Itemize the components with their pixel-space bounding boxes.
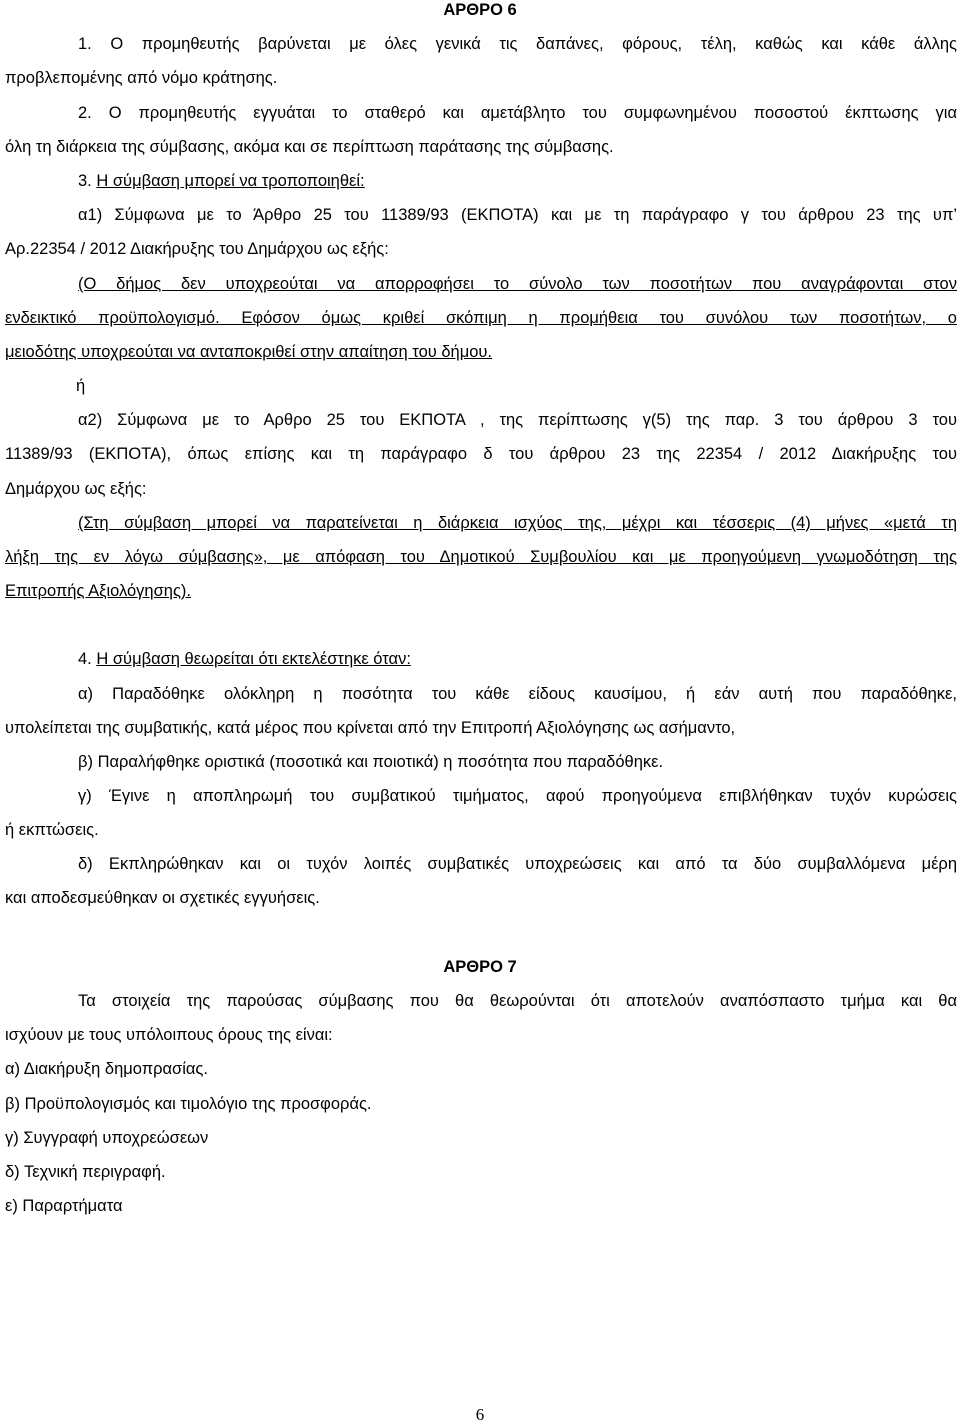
case-a1-quote-line-1: (Ο δήμος δεν υποχρεούται να απορροφήσει το σύνολο των ποσοτήτων που αναγράφονται στον bbox=[78, 275, 957, 293]
case-a2-line-3: Δημάρχου ως εξής: bbox=[5, 480, 147, 498]
list-item: α) Διακήρυξη δημοπρασίας. bbox=[5, 1060, 208, 1078]
case-a2-line-1: α2) Σύμφωνα με το Αρθρο 25 του ΕΚΠΟΤΑ , της περίπτωσης γ(5) της παρ. 3 του άρθρου 3 του bbox=[78, 411, 957, 429]
case-a1-quote-line-2b: Εφόσον όμως κριθεί σκόπιμη η προμήθεια του συνόλου των ποσοτήτων, ο bbox=[219, 309, 957, 327]
paragraph-2-line-1: 2. Ο προμηθευτής εγγυάται το σταθερό και αμετάβλητο του συμφωνημένου ποσοστού έκπτωσης για bbox=[78, 104, 957, 122]
paragraph-4a-line-2: υπολείπεται της συμβατικής, κατά μέρος που κρίνεται από την Επιτροπή Αξιολόγησης ως ασήμαντο, bbox=[5, 719, 736, 737]
article-6-heading: ΑΡΘΡΟ 6 bbox=[443, 1, 517, 19]
paragraph-3-heading bbox=[78, 171, 957, 191]
paragraph-1-line-1: 1. Ο προμηθευτής βαρύνεται με όλες γενικά τις δαπάνες, φόρους, τέλη, καθώς και κάθε άλλης bbox=[78, 35, 957, 53]
paragraph-4-title: Η σύμβαση θεωρείται ότι εκτελέστηκε όταν: bbox=[96, 650, 411, 668]
page-number: 6 bbox=[475, 1405, 485, 1424]
case-a2-quote-line-2: λήξη της εν λόγω σύμβασης», με απόφαση του Δημοτικού Συμβουλίου και με προηγούμενη γνωμοδότηση της bbox=[5, 548, 957, 566]
article-7-intro-line-1: Τα στοιχεία της παρούσας σύμβασης που θα θεωρούνται ότι αποτελούν αναπόσπαστο τμήμα και θα bbox=[78, 992, 957, 1010]
list-item: δ) Τεχνική περιγραφή. bbox=[5, 1163, 166, 1181]
paragraph-4c-line-2: ή εκπτώσεις. bbox=[5, 821, 99, 839]
paragraph-3-number: 3. bbox=[78, 172, 97, 190]
case-a1-line-2: Αρ.22354 / 2012 Διακήρυξης του Δημάρχου ως εξής: bbox=[5, 240, 389, 258]
paragraph-4d-line-1: δ) Εκπληρώθηκαν και οι τυχόν λοιπές συμβατικές υποχρεώσεις και από τα δύο συμβαλλόμενα μέρη bbox=[78, 855, 957, 873]
paragraph-1-line-2: προβλεπομένης από νόμο κράτησης. bbox=[5, 69, 278, 87]
paragraph-3-title: Η σύμβαση μπορεί να τροποποιηθεί: bbox=[96, 172, 365, 190]
paragraph-4-heading bbox=[78, 649, 957, 669]
list-item: γ) Συγγραφή υποχρεώσεων bbox=[5, 1129, 209, 1147]
case-a2-quote-line-3: Επιτροπής Αξιολόγησης). bbox=[5, 582, 192, 600]
article-7-intro-line-2: ισχύουν με τους υπόλοιπους όρους της είναι: bbox=[5, 1026, 333, 1044]
or-separator: ή bbox=[76, 377, 86, 395]
paragraph-4-number: 4. bbox=[78, 650, 97, 668]
paragraph-4b: β) Παραλήφθηκε οριστικά (ποσοτικά και ποιοτικά) η ποσότητα που παραδόθηκε. bbox=[78, 753, 664, 771]
case-a2-quote-line-1: (Στη σύμβαση μπορεί να παρατείνεται η διάρκεια ισχύος της, μέχρι και τέσσερις (4) μήνες «μετά τη bbox=[78, 514, 957, 532]
paragraph-4d-line-2: και αποδεσμεύθηκαν οι σχετικές εγγυήσεις. bbox=[5, 889, 320, 907]
list-item: ε) Παραρτήματα bbox=[5, 1197, 123, 1215]
case-a1-quote-line-2 bbox=[5, 308, 957, 328]
article-7-heading: ΑΡΘΡΟ 7 bbox=[443, 958, 517, 976]
case-a1-quote-line-2a: ενδεικτικό προϋπολογισμό. bbox=[5, 309, 220, 327]
paragraph-2-line-2: όλη τη διάρκεια της σύμβασης, ακόμα και σε περίπτωση παράτασης της σύμβασης. bbox=[5, 138, 614, 156]
paragraph-4c-line-1: γ) Έγινε η αποπληρωμή του συμβατικού τιμήματος, αφού προηγούμενα επιβλήθηκαν τυχόν κυρώσεις bbox=[78, 787, 957, 805]
list-item: β) Προϋπολογισμός και τιμολόγιο της προσφοράς. bbox=[5, 1095, 372, 1113]
case-a2-line-2: 11389/93 (ΕΚΠΟΤΑ), όπως επίσης και τη παράγραφο δ του άρθρου 23 της 22354 / 2012 Διακήρυξης του bbox=[5, 445, 957, 463]
case-a1-quote-line-3: μειοδότης υποχρεούται να ανταποκριθεί στην απαίτηση του δήμου. bbox=[5, 343, 493, 361]
case-a1-line-1: α1) Σύμφωνα με το Άρθρο 25 του 11389/93 (ΕΚΠΟΤΑ) και με τη παράγραφο γ του άρθρου 23 της υπ’ bbox=[78, 206, 957, 224]
paragraph-4a-line-1: α) Παραδόθηκε ολόκληρη η ποσότητα του κάθε είδους καυσίμου, ή εάν αυτή που παραδόθηκε, bbox=[78, 685, 957, 703]
